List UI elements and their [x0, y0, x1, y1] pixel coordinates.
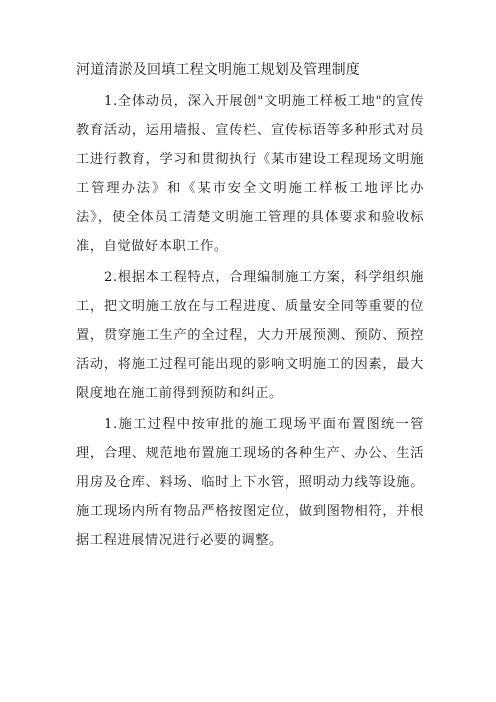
paragraph-3: 1.施工过程中按审批的施工现场平面布置图统一管理，合理、规范地布置施工现场的各种生产、办公、生活用房及仓库、料场、临时上下水管，照明动力线等设施。施工现场内所有物品严格按图定位，做到图物相符，并根据工程进展情况进行必要的调整。	[76, 417, 424, 548]
document-title: 河道清淤及回填工程文明施工规划及管理制度	[76, 62, 360, 78]
document-body	[76, 57, 424, 557]
paragraph-1: 1.全体动员，深入开展创"文明施工样板工地"的宣传教育活动，运用墙报、宣传栏、宣传标语等多种形式对员工进行教育，学习和贯彻执行《某市建设工程现场文明施工管理办法》和《某市安全文明施工样板工地评比办法》，使全体员工清楚文明施工管理的具体要求和验收标准，自觉做好本职工作。	[76, 94, 424, 254]
paragraph-2: 2.根据本工程特点，合理编制施工方案，科学组织施工，把文明施工放在与工程进度、质量安全同等重要的位置，贯穿施工生产的全过程，大力开展预测、预防、预控活动，将施工过程可能出现的影响文明施工的因素，最大限度地在施工前得到预防和纠正。	[76, 270, 424, 401]
